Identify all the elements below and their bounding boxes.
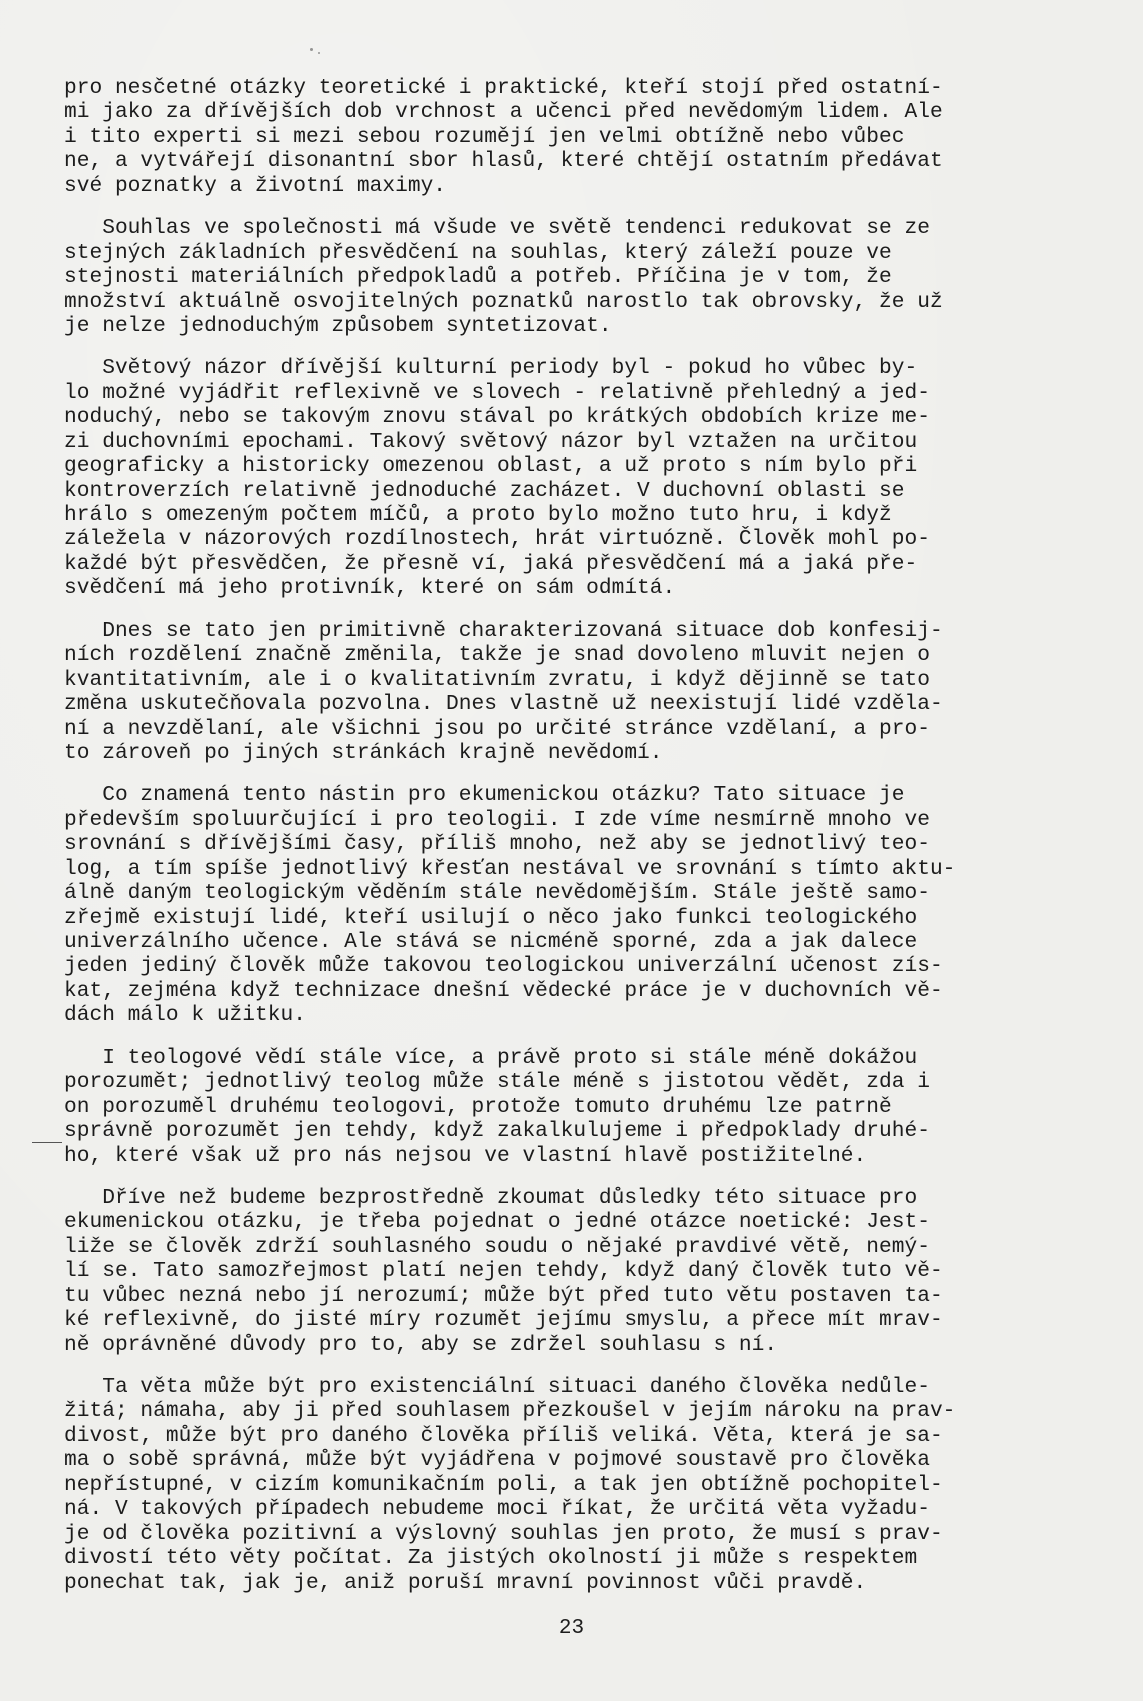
text-line: stejných základních přesvědčení na souhlas, který záleží pouze ve (64, 240, 892, 265)
text-line: univerzálního učence. Ale stává se nicméně sporné, zda a jak dalece (64, 930, 918, 954)
text-line: i tito experti si mezi sebou rozumějí jen velmi obtížně nebo vůbec (64, 124, 905, 149)
text-line: Dnes se tato jen primitivně charakterizovaná situace dob konfesij- (64, 618, 943, 643)
text-line: Dříve než budeme bezprostředně zkoumat důsledky této situace pro (64, 1185, 918, 1210)
text-line: álně daným teologickým věděním stále nevědomějším. Stále ještě samo- (64, 881, 930, 906)
paragraph (64, 619, 1084, 766)
text-line: změna uskutečňovala pozvolna. Dnes vlastně už neexistují lidé vzděla- (64, 692, 943, 717)
text-line: je od člověka pozitivní a výslovný souhlas jen proto, že musí s prav- (64, 1521, 943, 1546)
text-line: mi jako za dřívějších dob vrchnost a učenci před nevědomým lidem. Ale (64, 100, 943, 125)
text-line: žitá; námaha, aby ji před souhlasem přezkoušel v jejím nároku na prav- (64, 1399, 956, 1424)
text-line: zi duchovními epochami. Takový světový názor byl vztažen na určitou (64, 429, 918, 454)
text-line: divostí této věty počítat. Za jistých okolností ji může s respektem (64, 1546, 918, 1571)
text-line: to zároveň po jiných stránkách krajně nevědomí. (64, 740, 663, 765)
paragraph (64, 1046, 1084, 1168)
text-line: tu vůbec nezná nebo jí nerozumí; může být před tuto větu postaven ta- (64, 1283, 943, 1308)
text-line: ná. V takových případech nebudeme moci říkat, že určitá věta vyžadu- (64, 1497, 930, 1522)
text-line: kvantitativním, ale i o kvalitativním zvratu, i když dějinně se tato (64, 667, 930, 692)
text-line: liže se člověk zdrží souhlasného soudu o nějaké pravdivé větě, nemý- (64, 1234, 930, 1259)
text-line: správně porozumět jen tehdy, když zakalkulujeme i předpoklady druhé- (64, 1119, 930, 1144)
text-line: ní a nevzdělaní, ale všichni jsou po určité stránce vzdělaní, a pro- (64, 716, 930, 741)
paragraph (64, 783, 1084, 1027)
text-line: ho, které však už pro nás nejsou ve vlastní hlavě postižitelné. (64, 1143, 867, 1168)
margin-mark (32, 1142, 62, 1143)
text-line: ních rozdělení značně změnila, takže je snad dovoleno mluvit nejen o (64, 643, 930, 668)
text-line: ne, a vytvářejí disonantní sbor hlasů, které chtějí ostatním předávat (64, 149, 943, 174)
text-line: lo možné vyjádřit reflexivně ve slovech - relativně přehledný a jed- (64, 380, 930, 405)
page-number: 23 (558, 1617, 585, 1640)
paragraph (64, 76, 1084, 198)
text-line: zřejmě existují lidé, kteří usilují o něco jako funkci teologického (64, 905, 918, 930)
text-line: Světový názor dřívější kulturní periody byl - pokud ho vůbec by- (64, 356, 918, 381)
text-line: je nelze jednoduchým způsobem syntetizovat. (64, 313, 612, 338)
text-line: srovnání s dřívějšími časy, příliš mnoho, než aby se jednotlivý teo- (64, 832, 930, 857)
text-line: ma o sobě správná, může být vyjádřena v pojmové soustavě pro člověka (64, 1448, 930, 1473)
ink-speck (310, 48, 313, 51)
text-line: pro nesčetné otázky teoretické i praktické, kteří stojí před ostatní- (64, 76, 943, 100)
text-line: ekumenickou otázku, je třeba pojednat o jedné otázce noetické: Jest- (64, 1210, 930, 1235)
text-line: porozumět; jednotlivý teolog může stále méně s jistotou vědět, zda i (64, 1070, 930, 1095)
text-line: log, a tím spíše jednotlivý křesťan nestával ve srovnání s tímto aktu- (64, 856, 956, 881)
text-line: kat, zejména když technizace dnešní vědecké práce je v duchovních vě- (64, 978, 943, 1003)
text-line: dách málo k užitku. (64, 1003, 306, 1028)
text-line: každé být přesvědčen, že přesně ví, jaká přesvědčení má a jaká pře- (64, 551, 918, 576)
text-line: svědčení má jeho protivník, které on sám odmítá. (64, 576, 676, 601)
text-line: nepřístupné, v cizím komunikačním poli, a tak jen obtížně pochopitel- (64, 1472, 943, 1497)
text-line: záležela v názorových rozdílnostech, hrát virtuózně. Člověk mohl po- (64, 527, 930, 552)
text-line: své poznatky a životní maximy. (64, 173, 447, 198)
text-line: ně oprávněné důvody pro to, aby se zdržel souhlasu s ní. (64, 1332, 778, 1357)
text-line: Co znamená tento nástin pro ekumenickou otázku? Tato situace je (64, 783, 905, 808)
text-line: geograficky a historicky omezenou oblast, a už proto s ním bylo při (64, 454, 918, 479)
text-line: Souhlas ve společnosti má všude ve světě tendenci redukovat se ze (64, 216, 930, 241)
text-line: ponechat tak, jak je, aniž poruší mravní povinnost vůči pravdě. (64, 1570, 867, 1595)
text-line: lí se. Tato samozřejmost platí nejen tehdy, když daný člověk tuto vě- (64, 1259, 943, 1284)
text-column (64, 76, 1084, 1613)
text-line: Ta věta může být pro existenciální situaci daného člověka nedůle- (64, 1375, 930, 1399)
text-line: především spoluurčující i pro teologii. I zde víme nesmírně mnoho ve (64, 807, 930, 832)
text-line: množství aktuálně osvojitelných poznatků narostlo tak obrovsky, že už (64, 289, 943, 314)
text-line: stejnosti materiálních předpokladů a potřeb. Příčina je v tom, že (64, 265, 892, 290)
text-line: noduchý, nebo se takovým znovu stával po krátkých obdobích krize me- (64, 405, 930, 430)
text-line: I teologové vědí stále více, a právě proto si stále méně dokážou (64, 1045, 918, 1070)
paragraph (64, 1375, 1084, 1595)
text-line: divost, může být pro daného člověka příliš veliká. Věta, která je sa- (64, 1423, 943, 1448)
text-line: ké reflexivně, do jisté míry rozumět jejímu smyslu, a přece mít mrav- (64, 1308, 943, 1333)
paragraph (64, 216, 1084, 338)
text-line: jeden jediný člověk může takovou teologickou univerzální učenost zís- (64, 954, 943, 979)
paragraph (64, 356, 1084, 600)
paragraph (64, 1186, 1084, 1357)
text-line: hrálo s omezeným počtem míčů, a proto bylo možno tuto hru, i když (64, 503, 892, 527)
text-line: on porozuměl druhému teologovi, protože tomuto druhému lze patrně (64, 1094, 892, 1119)
ink-speck (318, 52, 320, 54)
text-line: kontroverzích relativně jednoduché zacházet. V duchovní oblasti se (64, 478, 905, 503)
